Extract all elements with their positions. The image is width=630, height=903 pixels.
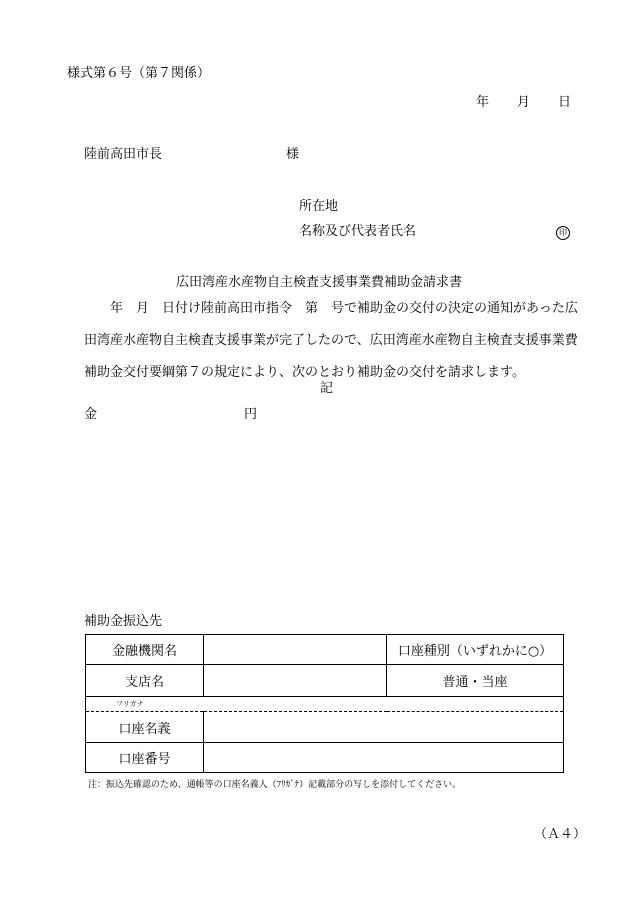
holder-label: 口座名義: [86, 712, 204, 743]
account-type-label: 口座種別（いずれかに○）: [387, 635, 564, 665]
amount-unit: 円: [244, 407, 258, 422]
body-text: 年 月 日付け陸前高田市指令 第 号で補助金の交付の決定の通知があった広田湾産水産物自主検査支援事業が完了したので、広田湾産水産物自主検査支援事業費補助金交付要綱第７の規定により、次のとおり補助金の交付を請求します。: [84, 301, 578, 380]
form-number: 様式第６号（第７関係）: [67, 66, 211, 81]
addressee-name: 陸前高田市長: [84, 147, 163, 162]
addressee-honorific: 様: [286, 147, 300, 162]
account-type-options[interactable]: 普通・当座: [387, 665, 564, 697]
address-label: 所在地: [299, 199, 339, 214]
table-row: [86, 712, 564, 743]
furigana-label: フリガナ: [116, 700, 144, 708]
seal-icon: 印: [556, 226, 570, 240]
branch-value[interactable]: [204, 665, 387, 697]
bank-account-table: [85, 634, 564, 773]
holder-value[interactable]: [204, 712, 564, 743]
paper-size-label: （Ａ４）: [534, 827, 587, 842]
date-year: 年: [476, 95, 490, 110]
branch-label: 支店名: [86, 665, 204, 697]
table-row: [86, 635, 564, 665]
furigana-cell[interactable]: [86, 697, 564, 712]
table-row: [86, 697, 564, 712]
amount-label: 金: [84, 407, 98, 422]
seal-mark: [556, 224, 570, 241]
table-row: [86, 743, 564, 773]
ki-heading: 記: [320, 381, 334, 396]
date-month: 月: [517, 95, 531, 110]
date-day: 日: [558, 95, 572, 110]
table-row: [86, 665, 564, 697]
bank-heading: 補助金振込先: [84, 614, 163, 629]
representative-name-label: 名称及び代表者氏名: [299, 224, 417, 239]
institution-value[interactable]: [204, 635, 387, 665]
document-title: 広田湾産水産物自主検査支援事業費補助金請求書: [176, 275, 463, 290]
account-number-label: 口座番号: [86, 743, 204, 773]
attachment-note: 注：振込先確認のため、通帳等の口座名義人（ﾌﾘｶﾞﾅ）記載部分の写しを添付してください。: [88, 780, 462, 790]
account-number-value[interactable]: [204, 743, 564, 773]
institution-label: 金融機関名: [86, 635, 204, 665]
